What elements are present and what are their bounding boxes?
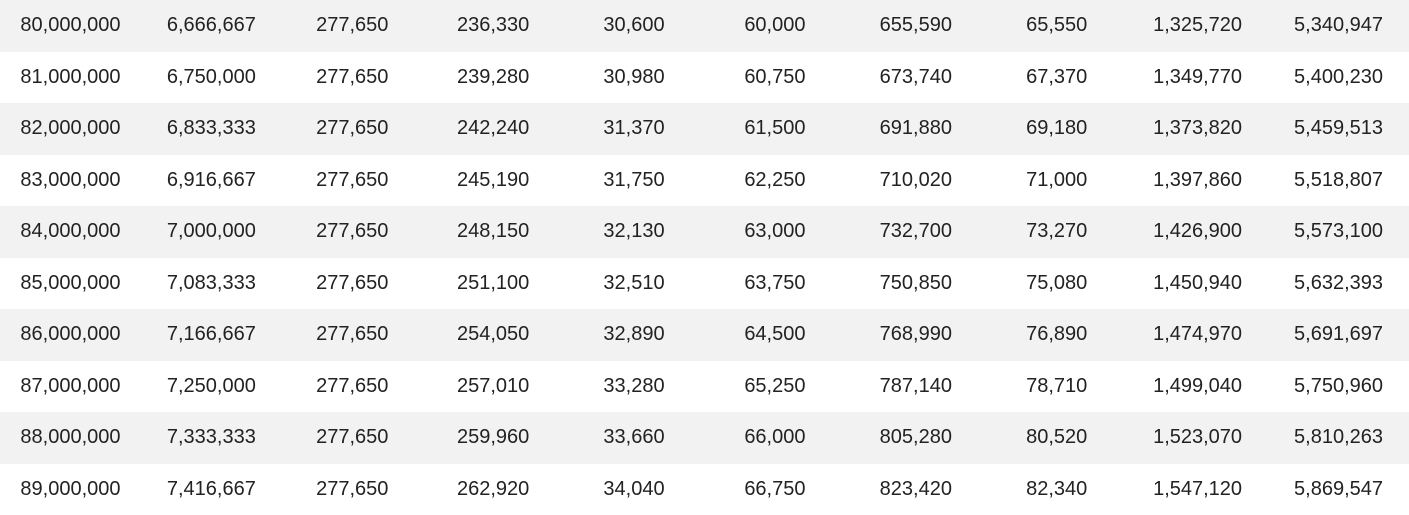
table-cell: 257,010 bbox=[456, 374, 530, 397]
table-cell: 63,750 bbox=[744, 271, 806, 294]
table-cell: 1,523,070 bbox=[1153, 426, 1243, 449]
table-cell: 31,750 bbox=[603, 168, 665, 191]
table-cell: 768,990 bbox=[879, 323, 952, 346]
table-cell: 823,420 bbox=[879, 477, 952, 500]
table-cell: 73,270 bbox=[1026, 220, 1088, 243]
table-cell: 1,373,820 bbox=[1153, 117, 1243, 140]
table-cell: 245,190 bbox=[456, 168, 530, 191]
table-cell: 7,416,667 bbox=[166, 477, 256, 500]
table-cell: 80,000,000 bbox=[20, 14, 121, 37]
table-cell: 61,500 bbox=[744, 117, 806, 140]
table-cell: 87,000,000 bbox=[20, 374, 121, 397]
table-cell: 67,370 bbox=[1026, 65, 1088, 88]
table-cell: 66,750 bbox=[744, 477, 806, 500]
table-cell: 805,280 bbox=[879, 426, 952, 449]
table-row bbox=[0, 309, 1409, 361]
table-row bbox=[0, 464, 1409, 515]
table-cell: 7,166,667 bbox=[166, 323, 256, 346]
table-cell: 277,650 bbox=[316, 65, 389, 88]
table-cell: 82,000,000 bbox=[20, 117, 121, 140]
table-cell: 62,250 bbox=[744, 168, 806, 191]
table-cell: 277,650 bbox=[316, 374, 389, 397]
table-cell: 277,650 bbox=[316, 117, 389, 140]
table-cell: 5,400,230 bbox=[1294, 65, 1383, 88]
table-cell: 691,880 bbox=[879, 117, 952, 140]
table-cell: 32,130 bbox=[603, 220, 665, 243]
table-cell: 673,740 bbox=[879, 65, 952, 88]
table-cell: 69,180 bbox=[1026, 117, 1088, 140]
table-cell: 78,710 bbox=[1026, 374, 1088, 397]
table-cell: 1,325,720 bbox=[1153, 14, 1243, 37]
table-cell: 254,050 bbox=[456, 323, 530, 346]
table-cell: 7,083,333 bbox=[166, 271, 256, 294]
table-cell: 7,000,000 bbox=[166, 220, 256, 243]
table-cell: 34,040 bbox=[603, 477, 665, 500]
table-cell: 750,850 bbox=[879, 271, 952, 294]
table-cell: 259,960 bbox=[456, 426, 530, 449]
table-cell: 60,750 bbox=[744, 65, 806, 88]
table-row bbox=[0, 412, 1409, 464]
table-cell: 5,340,947 bbox=[1294, 14, 1383, 37]
table-row bbox=[0, 103, 1409, 155]
table-cell: 6,833,333 bbox=[166, 117, 256, 140]
table-row bbox=[0, 0, 1409, 52]
table-cell: 277,650 bbox=[316, 323, 389, 346]
table-cell: 277,650 bbox=[316, 168, 389, 191]
table-cell: 89,000,000 bbox=[20, 477, 121, 500]
table-cell: 1,499,040 bbox=[1153, 374, 1243, 397]
table-cell: 76,890 bbox=[1026, 323, 1088, 346]
table-cell: 5,810,263 bbox=[1294, 426, 1383, 449]
table-cell: 82,340 bbox=[1026, 477, 1088, 500]
table-cell: 277,650 bbox=[316, 14, 389, 37]
table-cell: 732,700 bbox=[879, 220, 952, 243]
table-cell: 66,000 bbox=[744, 426, 806, 449]
table-cell: 33,280 bbox=[603, 374, 665, 397]
table-cell: 80,520 bbox=[1026, 426, 1088, 449]
table-cell: 65,550 bbox=[1026, 14, 1088, 37]
table-cell: 277,650 bbox=[316, 220, 389, 243]
table-cell: 32,890 bbox=[603, 323, 665, 346]
table-cell: 63,000 bbox=[744, 220, 806, 243]
table-cell: 787,140 bbox=[879, 374, 952, 397]
table-cell: 7,250,000 bbox=[166, 374, 256, 397]
table-cell: 30,600 bbox=[603, 14, 665, 37]
table-cell: 262,920 bbox=[456, 477, 530, 500]
table-cell: 75,080 bbox=[1026, 271, 1088, 294]
table-cell: 277,650 bbox=[316, 477, 389, 500]
table-cell: 5,869,547 bbox=[1294, 477, 1383, 500]
table-cell: 84,000,000 bbox=[20, 220, 121, 243]
table-cell: 60,000 bbox=[744, 14, 806, 37]
table-cell: 242,240 bbox=[456, 117, 530, 140]
table-cell: 33,660 bbox=[603, 426, 665, 449]
table-cell: 81,000,000 bbox=[20, 65, 121, 88]
table-cell: 655,590 bbox=[879, 14, 952, 37]
table-cell: 5,750,960 bbox=[1294, 374, 1383, 397]
table-cell: 86,000,000 bbox=[20, 323, 121, 346]
table-cell: 64,500 bbox=[744, 323, 806, 346]
table-cell: 5,459,513 bbox=[1294, 117, 1383, 140]
table-cell: 7,333,333 bbox=[166, 426, 256, 449]
table-cell: 6,666,667 bbox=[166, 14, 256, 37]
table-cell: 236,330 bbox=[456, 14, 530, 37]
table-cell: 251,100 bbox=[456, 271, 530, 294]
table-cell: 277,650 bbox=[316, 271, 389, 294]
table-cell: 1,547,120 bbox=[1153, 477, 1243, 500]
table-cell: 83,000,000 bbox=[20, 168, 121, 191]
table-cell: 5,632,393 bbox=[1294, 271, 1383, 294]
table-cell: 710,020 bbox=[879, 168, 952, 191]
table-cell: 1,397,860 bbox=[1153, 168, 1243, 191]
table-cell: 5,518,807 bbox=[1294, 168, 1383, 191]
table-cell: 5,573,100 bbox=[1294, 220, 1383, 243]
table-cell: 71,000 bbox=[1026, 168, 1088, 191]
table-cell: 1,450,940 bbox=[1153, 271, 1243, 294]
table-cell: 1,349,770 bbox=[1153, 65, 1243, 88]
table-row bbox=[0, 52, 1409, 104]
table-row bbox=[0, 155, 1409, 207]
table-cell: 1,426,900 bbox=[1153, 220, 1243, 243]
table-cell: 31,370 bbox=[603, 117, 665, 140]
table-cell: 85,000,000 bbox=[20, 271, 121, 294]
table-cell: 239,280 bbox=[456, 65, 530, 88]
table-cell: 32,510 bbox=[603, 271, 665, 294]
table-cell: 1,474,970 bbox=[1153, 323, 1243, 346]
table-row bbox=[0, 361, 1409, 413]
table-row bbox=[0, 206, 1409, 258]
table-cell: 277,650 bbox=[316, 426, 389, 449]
table-cell: 6,750,000 bbox=[166, 65, 256, 88]
table-cell: 30,980 bbox=[603, 65, 665, 88]
table-row bbox=[0, 258, 1409, 310]
table-cell: 5,691,697 bbox=[1294, 323, 1383, 346]
table-cell: 88,000,000 bbox=[20, 426, 121, 449]
table-cell: 248,150 bbox=[456, 220, 530, 243]
table-cell: 6,916,667 bbox=[166, 168, 256, 191]
table-cell: 65,250 bbox=[744, 374, 806, 397]
